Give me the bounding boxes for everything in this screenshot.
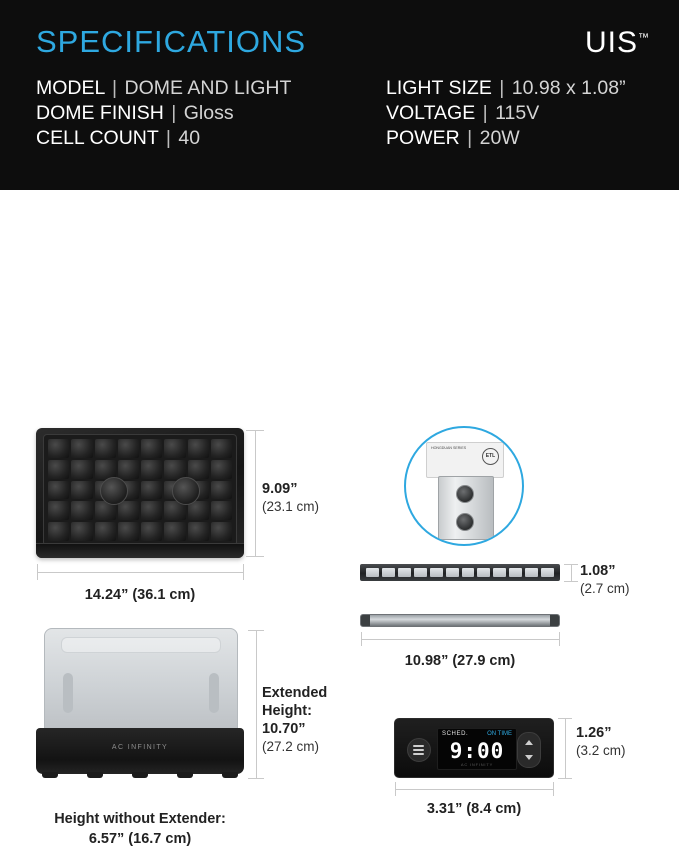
driver-body <box>438 476 494 540</box>
controller-brand-label: AC INFINITY <box>460 762 494 767</box>
menu-line <box>413 745 424 747</box>
led-diode <box>382 568 395 577</box>
controller-length-guide-line <box>395 789 553 790</box>
spec-column-right <box>386 76 626 151</box>
controller-height-dimension <box>576 724 626 760</box>
dome-height-guide-line <box>256 630 257 778</box>
tray-cell <box>211 522 232 541</box>
light-bar-side-view <box>360 614 560 627</box>
led-diode <box>541 568 554 577</box>
controller-height-guide-bottom <box>558 778 572 779</box>
spec-separator: | <box>499 77 505 99</box>
menu-line <box>413 749 424 751</box>
spec-value-voltage: 115V <box>495 102 540 124</box>
tray-cell <box>71 439 92 458</box>
tray-cell <box>211 481 232 500</box>
tray-cell <box>95 439 116 458</box>
dome-brand-label: AC INFINITY <box>111 744 169 751</box>
trademark-symbol: ™ <box>638 32 649 44</box>
spec-column-left <box>36 76 291 151</box>
dome-height-guide-bottom <box>248 778 264 779</box>
tray-height-cm: (23.1 cm) <box>262 499 320 514</box>
spec-label-cell-count: CELL COUNT <box>36 127 159 149</box>
light-depth-dimension <box>580 562 630 598</box>
spec-label-voltage: VOLTAGE <box>386 102 476 124</box>
light-depth-guide-line <box>571 564 572 581</box>
spec-row-light-size <box>386 76 626 101</box>
tray-vent-icon <box>172 477 200 505</box>
led-diode <box>493 568 506 577</box>
dome-foot <box>177 772 193 778</box>
dome-extended-cm: (27.2 cm) <box>262 739 320 754</box>
chevron-down-icon[interactable] <box>525 755 533 760</box>
tray-cell <box>164 460 185 479</box>
dome-foot <box>132 772 148 778</box>
driver-screw-icon <box>456 513 474 531</box>
dome-extended-label-2: Height: <box>262 703 312 719</box>
tray-cell <box>48 481 69 500</box>
tray-cell <box>118 501 139 520</box>
controller-image <box>394 718 554 778</box>
controller-menu-button[interactable] <box>407 738 431 762</box>
seedling-tray-image <box>36 428 244 558</box>
led-diode <box>366 568 379 577</box>
tray-cell <box>141 460 162 479</box>
spec-separator: | <box>165 127 171 149</box>
tray-cell <box>71 460 92 479</box>
led-diode <box>477 568 490 577</box>
spec-label-dome-finish: DOME FINISH <box>36 102 164 124</box>
tray-cell <box>211 501 232 520</box>
etl-certification-icon: ETL <box>482 448 499 465</box>
light-depth-inches: 1.08” <box>580 563 616 579</box>
controller-arrow-buttons[interactable] <box>517 732 541 768</box>
driver-callout-circle <box>404 426 524 546</box>
tray-cell <box>188 522 209 541</box>
driver-label-title: HONGDUAN SERIES <box>431 446 467 450</box>
light-bar-front-view <box>360 564 560 581</box>
tray-cell <box>71 501 92 520</box>
page-title: SPECIFICATIONS <box>36 24 307 59</box>
led-diode <box>509 568 522 577</box>
tray-width-dimension: 14.24” (36.1 cm) <box>84 587 196 603</box>
controller-display <box>437 728 517 770</box>
controller-length-dimension: 3.31” (8.4 cm) <box>426 801 522 817</box>
light-length-guide-line <box>361 639 559 640</box>
tray-cell <box>141 501 162 520</box>
tray-cell <box>188 501 209 520</box>
controller-ontime-label: ON TIME <box>487 731 512 737</box>
tray-cell <box>48 501 69 520</box>
tray-cell <box>48 439 69 458</box>
tray-cell-area <box>43 434 237 546</box>
dome-feet <box>42 772 238 778</box>
tray-cell <box>48 460 69 479</box>
menu-line <box>413 753 424 755</box>
tray-cell <box>188 460 209 479</box>
dome-extended-inches: 10.70” <box>262 721 306 737</box>
tray-width-guide-line <box>37 572 243 573</box>
tray-height-inches: 9.09” <box>262 481 298 497</box>
spec-value-model: DOME AND LIGHT <box>124 77 292 99</box>
light-depth-cm: (2.7 cm) <box>580 581 630 596</box>
dome-height-without-extender-value: 6.57” (16.7 cm) <box>88 831 192 847</box>
spec-label-light-size: LIGHT SIZE <box>386 77 492 99</box>
dome-foot <box>222 772 238 778</box>
driver-spec-label <box>426 442 504 478</box>
dome-lid <box>44 628 238 738</box>
tray-cell <box>48 522 69 541</box>
tray-cell <box>118 460 139 479</box>
dome-foot <box>42 772 58 778</box>
dome-extended-label-1: Extended <box>262 685 328 701</box>
spec-value-power: 20W <box>479 127 520 149</box>
controller-time-value: 9:00 <box>449 739 505 763</box>
dome-vent-icon <box>63 673 73 713</box>
dome-image <box>36 628 244 780</box>
tray-cell <box>211 439 232 458</box>
chevron-up-icon[interactable] <box>525 740 533 745</box>
dome-foot <box>87 772 103 778</box>
tray-vent-icon <box>100 477 128 505</box>
controller-height-inches: 1.26” <box>576 725 612 741</box>
spec-separator: | <box>112 77 118 99</box>
controller-height-cm: (3.2 cm) <box>576 743 626 758</box>
brand-logo <box>585 26 649 60</box>
spec-row-dome-finish <box>36 101 291 126</box>
controller-height-guide-line <box>565 718 566 778</box>
led-diode <box>414 568 427 577</box>
tray-cell <box>141 439 162 458</box>
tray-height-guide-bottom <box>246 556 264 557</box>
light-length-dimension: 10.98” (27.9 cm) <box>404 653 516 669</box>
dome-height-without-extender-label: Height without Extender: <box>54 811 226 827</box>
tray-cell <box>95 460 116 479</box>
tray-height-dimension <box>262 480 319 516</box>
diagram-area <box>0 190 679 847</box>
spec-separator: | <box>482 102 488 124</box>
light-length-guide-right <box>559 632 560 646</box>
tray-cell <box>141 481 162 500</box>
controller-length-guide-right <box>553 782 554 796</box>
tray-cell <box>95 522 116 541</box>
controller-sched-label: SCHED. <box>442 731 469 737</box>
light-depth-guide-bottom <box>564 581 578 582</box>
tray-cell <box>188 439 209 458</box>
dome-vent-icon <box>209 673 219 713</box>
tray-cell <box>141 522 162 541</box>
spec-separator: | <box>467 127 473 149</box>
tray-cell-grid <box>48 439 232 541</box>
spec-value-cell-count: 40 <box>178 127 201 149</box>
led-diode <box>446 568 459 577</box>
spec-row-power <box>386 126 626 151</box>
led-diode <box>525 568 538 577</box>
tray-cell <box>118 522 139 541</box>
driver-screw-icon <box>456 485 474 503</box>
dome-extended-height-dimension <box>262 684 327 756</box>
led-diode <box>430 568 443 577</box>
spec-label-model: MODEL <box>36 77 105 99</box>
spec-value-dome-finish: Gloss <box>183 102 234 124</box>
spec-row-cell-count <box>36 126 291 151</box>
spec-value-light-size: 10.98 x 1.08” <box>511 77 626 99</box>
tray-cell <box>71 522 92 541</box>
tray-base <box>36 543 244 558</box>
brand-name: UIS <box>584 26 638 59</box>
spec-row-voltage <box>386 101 626 126</box>
tray-cell <box>211 460 232 479</box>
spec-header <box>0 0 679 190</box>
tray-cell <box>164 522 185 541</box>
spec-label-power: POWER <box>386 127 460 149</box>
tray-width-guide-right <box>243 564 244 580</box>
dome-base <box>36 728 244 774</box>
spec-row-model <box>36 76 291 101</box>
led-diode <box>398 568 411 577</box>
spec-separator: | <box>171 102 177 124</box>
led-diode <box>462 568 475 577</box>
tray-cell <box>118 439 139 458</box>
tray-cell <box>164 439 185 458</box>
tray-cell <box>71 481 92 500</box>
tray-height-guide-line <box>255 430 256 556</box>
